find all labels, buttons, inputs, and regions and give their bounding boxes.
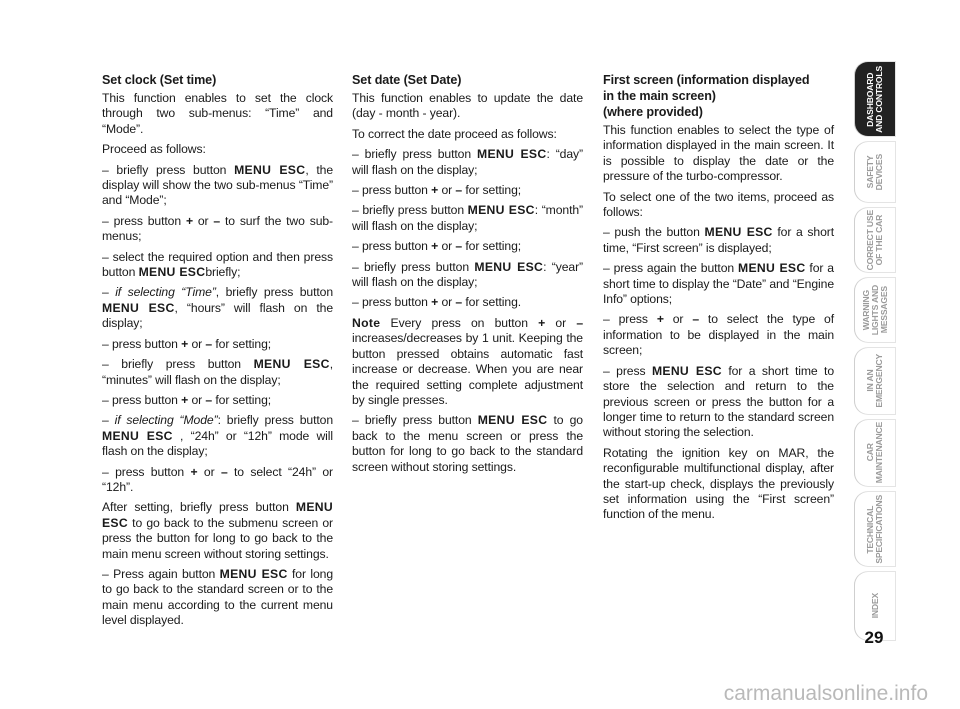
menu-esc-label: MENU ESC [102,500,333,530]
menu-esc-label: MENU ESC [102,428,173,443]
tab-in-an-emergency[interactable] [855,348,895,414]
paragraph: To correct the date proceed as follows: [352,126,557,141]
tab-technical-specifications[interactable] [855,492,895,566]
step: – if selecting “Time”, briefly press button MENU ESC, “hours” will flash on the display; [102,285,333,331]
paragraph: This function enables to update the date (day - month - year). [352,91,583,121]
tab-label: IN AN EMERGENCY [865,354,884,408]
section-heading: First screen (information displayed in the main screen) (where provided) [603,73,810,119]
step: – if selecting “Mode”: briefly press button MENU ESC , “24h” or “12h” mode will flash on the display; [102,413,334,459]
menu-esc-label: MENU ESC [704,225,773,240]
tab-label: INDEX [869,593,880,619]
section-heading: Set date (Set Date) [352,73,462,87]
step: – briefly press button MENU ESC to go back to the menu screen or press the button for long to go back to the standard screen without storing settings. [352,413,583,474]
chapter-tabs [855,62,905,646]
tab-car-maintenance[interactable] [855,420,895,486]
step: – press again the button MENU ESC for a short time to display the “Date” and “Engine Info” options; [603,261,834,307]
note-paragraph: Note Every press on button + or – increases/decreases by 1 unit. Keeping the button pressed obtains automatic fast increase or decrease. When you are near the required setting complete adjustment by single presses. [352,315,583,407]
step: – press button + or – to surf the two sub-menus; [102,213,334,244]
menu-esc-label: MENU ESC [102,300,175,315]
step: – briefly press button MENU ESC, “minutes” will flash on the display; [102,357,333,387]
menu-esc-label: MENU ESC [234,162,306,177]
tab-warning-lights[interactable] [855,278,895,342]
menu-esc-label: MENU ESC [738,261,806,276]
step: – press + or – to select the type of information to be displayed in the main screen; [603,312,834,358]
paragraph: This function enables to select the type of information displayed in the main screen. It is possible to display the date or the pressure of the turbo-compressor. [603,123,834,184]
page-number: 29 [864,628,884,647]
paragraph: This function enables to set the clock through two sub-menus: “Time” and “Mode”. [102,91,333,136]
step: – press button + or – for setting; [102,336,272,351]
step: – briefly press button MENU ESC: “year” will flash on the display; [352,259,583,290]
column-first-screen [603,72,834,528]
tab-label: TECHNICAL SPECIFICATIONS [865,494,884,564]
menu-esc-label: MENU ESC [477,413,548,428]
tab-label: CAR MAINTENANCE [865,422,884,484]
step: – press button + or – for setting; [102,392,272,407]
step: – press button + or – to select “24h” or “12h”. [102,464,334,494]
tab-label: DASHBOARD AND CONTROLS [865,65,884,133]
step: – press button + or – for setting. [352,295,522,310]
step: – press button + or – for setting; [352,183,522,198]
tab-label: SAFETY DEVICES [865,153,884,191]
tab-correct-use[interactable] [855,208,895,272]
column-set-date [352,72,583,480]
paragraph: After setting, briefly press button MENU ESC to go back to the submenu screen or press the button for long to go back to the main menu screen without storing settings. [102,500,333,561]
note-label: Note [352,315,381,330]
paragraph: Proceed as follows: [102,142,206,157]
step: – briefly press button MENU ESC: “day” will flash on the display; [352,147,583,177]
tab-safety-devices[interactable] [855,142,895,202]
step: – briefly press button MENU ESC, the display will show the two sub-menus “Time” and “Mode”; [102,162,333,208]
step: – push the button MENU ESC for a short time, “First screen” is displayed; [603,225,835,255]
menu-esc-label: MENU ESC [253,357,330,372]
menu-esc-label: MENU ESC [219,566,288,581]
menu-esc-label: MENU ESC [467,203,535,218]
menu-esc-label: MENU ESC [138,265,206,280]
step: – press MENU ESC for a short time to store the selection and return to the previous screen or press the button for a longer time to return to the standard screen without storing the selection. [603,363,835,440]
step: – briefly press button MENU ESC: “month” will flash on the display; [352,203,583,233]
paragraph: Rotating the ignition key on MAR, the reconfigurable multifunctional display, after the start-up check, displays the previously set information using the “First screen” function of the menu. [603,445,834,522]
watermark: carmanualsonline.info [0,679,960,709]
menu-esc-label: MENU ESC [474,259,544,274]
column-set-clock [102,72,333,634]
tab-dashboard-and-controls[interactable] [855,62,895,136]
tab-label: WARNING LIGHTS AND MESSAGES [860,284,889,336]
step: – press button + or – for setting; [352,239,522,254]
tab-label: CORRECT USE OF THE CAR [865,209,884,271]
paragraph: To select one of the two items, proceed as follows: [603,189,834,220]
menu-esc-label: MENU ESC [477,147,547,162]
menu-esc-label: MENU ESC [651,363,722,378]
step: – Press again button MENU ESC for long to go back to the standard screen or to the main menu according to the current menu level displayed. [102,566,333,628]
step: – select the required option and then press button MENU ESCbriefly; [102,249,333,280]
section-heading: Set clock (Set time) [102,73,217,87]
